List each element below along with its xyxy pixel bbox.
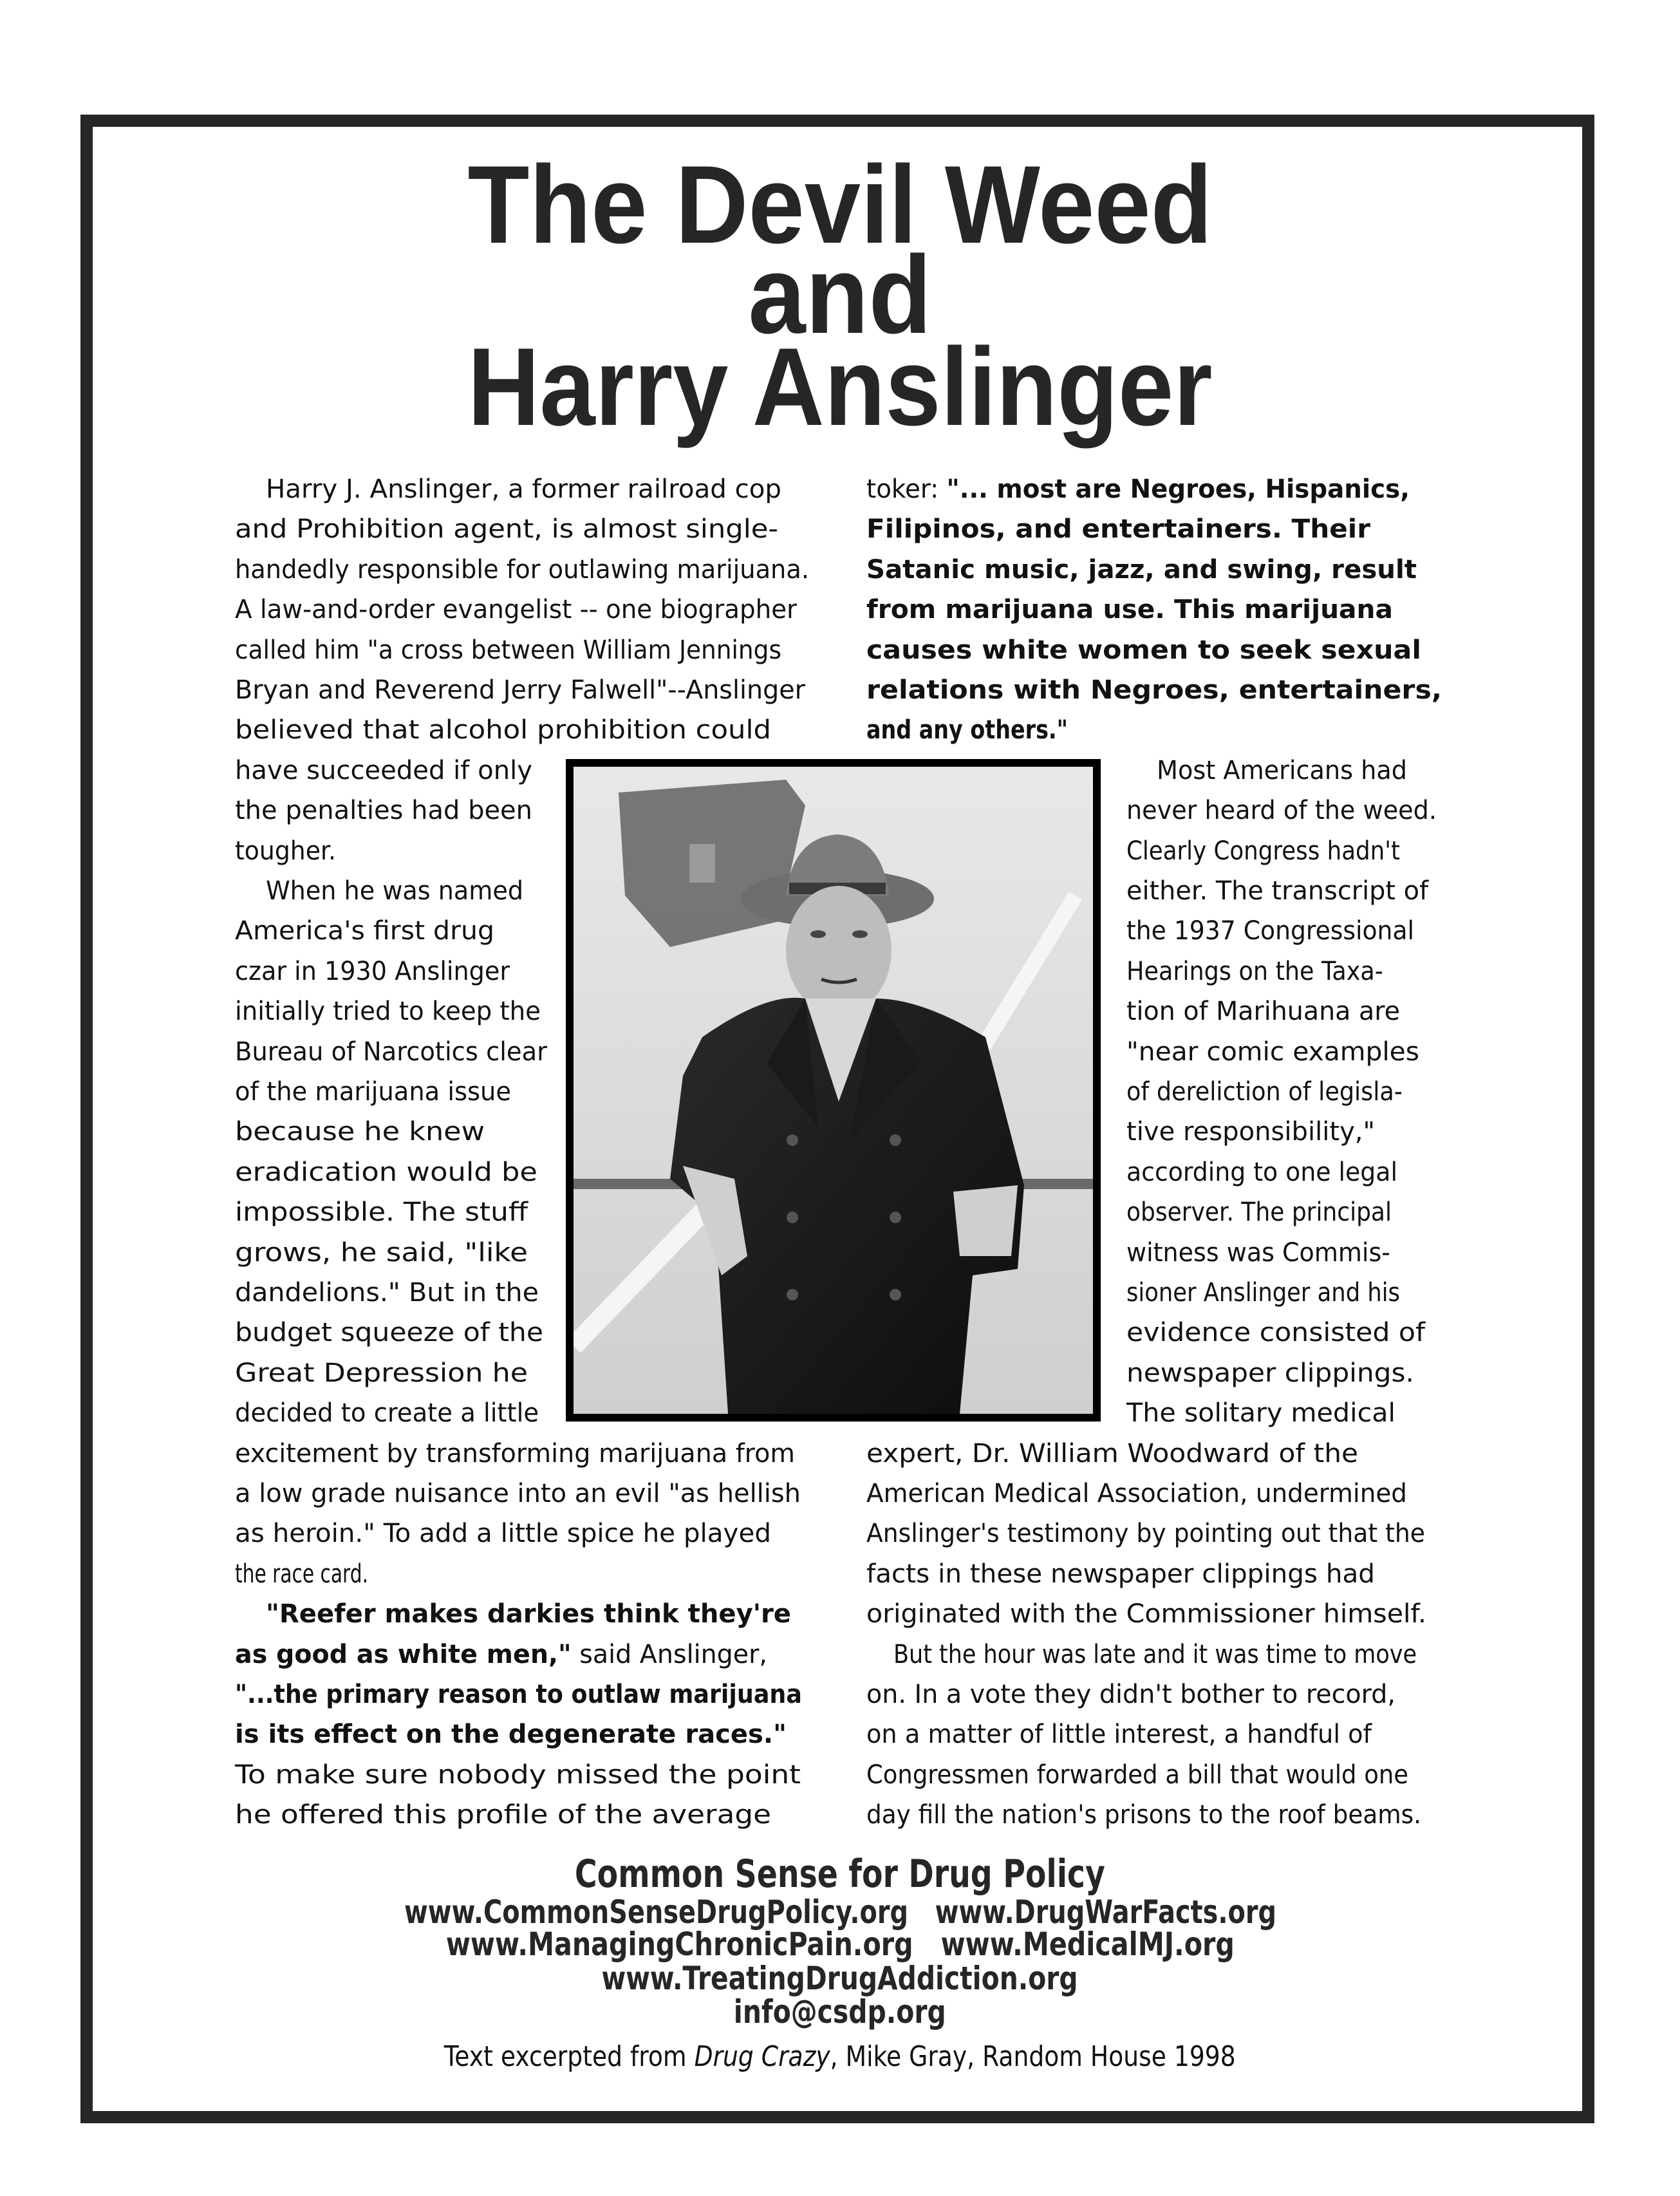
- text-line: [1126, 1197, 1421, 1228]
- quote-text: "Reefer makes darkies think they're: [266, 1599, 792, 1629]
- body-text: czar in 1930 Anslinger: [235, 956, 510, 986]
- body-text: tive responsibility,": [1126, 1117, 1375, 1147]
- text-line: [1157, 755, 1419, 785]
- text-line: [1126, 1119, 1374, 1145]
- body-text: A law-and-order evangelist -- one biographer: [235, 595, 798, 625]
- text-line: [235, 1237, 528, 1268]
- text-line: [866, 476, 1427, 502]
- text-line: [235, 1358, 528, 1388]
- text-line: [866, 675, 1442, 705]
- text-line: [866, 715, 1108, 746]
- body-text: eradication would be: [235, 1157, 537, 1187]
- body-text: on a matter of little interest, a handful of: [866, 1720, 1372, 1750]
- body-text: the race card.: [235, 1559, 369, 1589]
- body-text: because he knew: [235, 1117, 485, 1147]
- text-line: [235, 956, 523, 986]
- anslinger-photo: [566, 759, 1101, 1422]
- text-line: [866, 1481, 1423, 1506]
- text-line: [235, 796, 533, 826]
- link-medicalmj[interactable]: www.MedicalMJ.org: [940, 1926, 1235, 1963]
- text-line: [1126, 1280, 1436, 1306]
- email-link[interactable]: info@csdp.org: [733, 1993, 947, 2031]
- text-line: [1126, 1159, 1413, 1185]
- text-line: [235, 637, 818, 663]
- body-text: of the marijuana issue: [235, 1077, 512, 1107]
- text-line: [235, 1682, 857, 1707]
- body-text: Anslinger's testimony by pointing out that the: [866, 1519, 1425, 1549]
- text-line: [1126, 838, 1433, 864]
- body-text: tougher.: [235, 836, 336, 866]
- text-line: [1126, 1079, 1428, 1105]
- body-text: sioner Anslinger and his: [1126, 1278, 1400, 1308]
- quote-text: as good as white men,": [235, 1639, 572, 1669]
- text-line: [866, 554, 1417, 585]
- body-text: initially tried to keep the: [235, 997, 541, 1027]
- text-line: [866, 1682, 1401, 1707]
- text-line: [866, 514, 1370, 545]
- text-line: [1126, 1237, 1404, 1268]
- quote-text: Filipinos, and entertainers. Their: [866, 514, 1370, 545]
- text-line: [866, 1762, 1453, 1788]
- body-text: a low grade nuisance into an evil "as hellish: [235, 1479, 801, 1508]
- text-line: [1126, 1037, 1419, 1067]
- quote-text: "... most are Negroes, Hispanics,: [946, 474, 1410, 504]
- text-line: [235, 755, 532, 785]
- body-text: excitement by transforming marijuana from: [235, 1438, 795, 1469]
- body-text: never heard of the weed.: [1126, 796, 1437, 826]
- text-line: [1126, 997, 1403, 1027]
- text-line: [235, 1079, 523, 1105]
- text-line: [235, 677, 810, 703]
- body-text: believed that alcohol prohibition could: [235, 715, 772, 746]
- title-subject: Harry Anslinger: [467, 325, 1213, 449]
- body-text: budget squeeze of the: [235, 1318, 544, 1348]
- body-text: according to one legal: [1126, 1157, 1397, 1187]
- body-text: tion of Marihuana are: [1126, 997, 1400, 1027]
- body-text: America's first drug: [235, 916, 494, 946]
- text-line: [235, 1720, 787, 1750]
- text-line: [266, 1601, 790, 1627]
- text-line: [235, 1481, 801, 1506]
- footer-links-row-2: [0, 1926, 1680, 1962]
- text-line: [866, 1599, 1426, 1629]
- text-line: [235, 1639, 773, 1669]
- body-text: said Anslinger,: [571, 1639, 767, 1669]
- body-text: Harry J. Anslinger, a former railroad cop: [266, 474, 782, 504]
- body-text: of dereliction of legisla-: [1126, 1077, 1403, 1107]
- footer-links-row-1: [0, 1894, 1680, 1930]
- text-line: [893, 1639, 1491, 1669]
- link-drugwarfacts[interactable]: www.DrugWarFacts.org: [935, 1893, 1276, 1931]
- quote-text: "...the primary reason to outlaw marijuana: [235, 1680, 802, 1709]
- text-line: [235, 1117, 485, 1147]
- body-text: as heroin." To add a little spice he played: [235, 1519, 771, 1549]
- body-text: he offered this profile of the average: [235, 1800, 772, 1830]
- body-text: and Prohibition agent, is almost single-: [235, 514, 778, 545]
- text-line: [1126, 1398, 1395, 1429]
- text-line: [235, 1519, 771, 1549]
- body-text: impossible. The stuff: [235, 1197, 528, 1228]
- body-text: grows, he said, "like: [235, 1237, 528, 1268]
- quote-text: causes white women to seek sexual: [866, 635, 1421, 665]
- body-text: the 1937 Congressional: [1126, 916, 1415, 946]
- text-line: [235, 1561, 415, 1587]
- text-line: [1126, 878, 1430, 904]
- text-line: [266, 474, 782, 504]
- text-line: [235, 1157, 537, 1187]
- quote-text: is its effect on the degenerate races.": [235, 1720, 787, 1750]
- body-text: Bureau of Narcotics clear: [235, 1037, 547, 1067]
- text-line: [235, 1318, 544, 1348]
- link-commonsensedrugpolicy[interactable]: www.CommonSenseDrugPolicy.org: [404, 1893, 908, 1931]
- body-text: Hearings on the Taxa-: [1126, 956, 1383, 986]
- body-text: The solitary medical: [1126, 1398, 1395, 1429]
- body-text: dandelions." But in the: [235, 1278, 539, 1308]
- text-line: [866, 1559, 1375, 1589]
- body-text: on. In a vote they didn't bother to record,: [866, 1680, 1395, 1709]
- body-text: the penalties had been: [235, 796, 533, 826]
- body-text: "near comic examples: [1126, 1037, 1419, 1067]
- link-treatingdrugaddiction[interactable]: www.TreatingDrugAddiction.org: [601, 1960, 1079, 1997]
- quote-text: from marijuana use. This marijuana: [866, 595, 1394, 625]
- citation-details: , Mike Gray, Random House 1998: [830, 2040, 1236, 2073]
- text-line: [1126, 956, 1408, 986]
- text-line: [1126, 1358, 1414, 1388]
- citation-prefix: Text excerpted from: [443, 2040, 695, 2073]
- text-line: [235, 1438, 800, 1469]
- text-line: [235, 715, 772, 746]
- text-line: [866, 1802, 1461, 1828]
- text-line: [866, 1720, 1394, 1750]
- text-line: [235, 1800, 772, 1830]
- text-line: [266, 878, 536, 904]
- text-line: [235, 1197, 528, 1228]
- body-text: toker:: [866, 474, 947, 504]
- text-line: [235, 997, 551, 1027]
- text-line: [235, 1398, 550, 1429]
- text-line: [235, 1760, 801, 1790]
- text-line: [866, 1519, 1459, 1549]
- body-text: handedly responsible for outlawing marijuana.: [235, 554, 810, 585]
- text-line: [235, 514, 778, 545]
- text-line: [866, 1438, 1358, 1469]
- portrait-image: [574, 767, 1093, 1414]
- body-text: originated with the Commissioner himself.: [866, 1599, 1426, 1629]
- body-text: Congressmen forwarded a bill that would one: [866, 1760, 1408, 1790]
- text-line: [235, 916, 494, 946]
- text-line: [866, 595, 1394, 625]
- body-text: But the hour was late and it was time to move: [893, 1639, 1417, 1669]
- body-text: called him "a cross between William Jennings: [235, 635, 781, 665]
- body-text: When he was named: [266, 876, 524, 906]
- link-managingchronicpain[interactable]: www.ManagingChronicPain.org: [445, 1926, 913, 1963]
- citation-book-title: Drug Crazy: [694, 2040, 830, 2073]
- footer-links-row-3: [0, 1960, 1680, 1996]
- quote-text: and any others.": [866, 715, 1068, 746]
- title-connector: and: [748, 233, 932, 357]
- organization-name: Common Sense for Drug Policy: [575, 1852, 1105, 1897]
- quote-text: Satanic music, jazz, and swing, result: [866, 554, 1417, 585]
- text-line: [235, 554, 834, 585]
- body-text: To make sure nobody missed the point: [235, 1760, 801, 1790]
- body-text: facts in these newspaper clippings had: [866, 1559, 1375, 1589]
- text-line: [235, 597, 814, 623]
- text-line: [235, 1278, 539, 1308]
- body-text: decided to create a little: [235, 1398, 539, 1429]
- text-line: [235, 838, 342, 864]
- body-text: Great Depression he: [235, 1358, 528, 1388]
- body-text: either. The transcript of: [1126, 876, 1429, 906]
- title-line-3: [0, 325, 1680, 449]
- body-text: witness was Commis-: [1126, 1237, 1390, 1268]
- body-text: Most Americans had: [1157, 755, 1408, 785]
- body-text: expert, Dr. William Woodward of the: [866, 1438, 1358, 1469]
- text-line: [235, 1039, 559, 1065]
- page-title: The Devil Weed: [467, 143, 1213, 267]
- footer-email-line: [0, 1994, 1680, 2030]
- quote-text: relations with Negroes, entertainers,: [866, 675, 1442, 705]
- text-line: [1126, 796, 1451, 826]
- text-line: [1126, 918, 1432, 944]
- text-line: [866, 635, 1421, 665]
- body-text: newspaper clippings.: [1126, 1358, 1414, 1388]
- body-text: have succeeded if only: [235, 755, 532, 785]
- body-text: day fill the nation's prisons to the roof beams.: [866, 1800, 1422, 1830]
- body-text: Bryan and Reverend Jerry Falwell"--Anslinger: [235, 675, 805, 705]
- citation-line: [0, 2041, 1680, 2073]
- body-text: observer. The principal: [1126, 1197, 1392, 1228]
- body-text: Clearly Congress hadn't: [1126, 836, 1401, 866]
- body-text: evidence consisted of: [1126, 1318, 1425, 1348]
- text-line: [1126, 1318, 1425, 1348]
- body-text: American Medical Association, undermined: [866, 1479, 1407, 1508]
- footer-org-line: [0, 1853, 1680, 1895]
